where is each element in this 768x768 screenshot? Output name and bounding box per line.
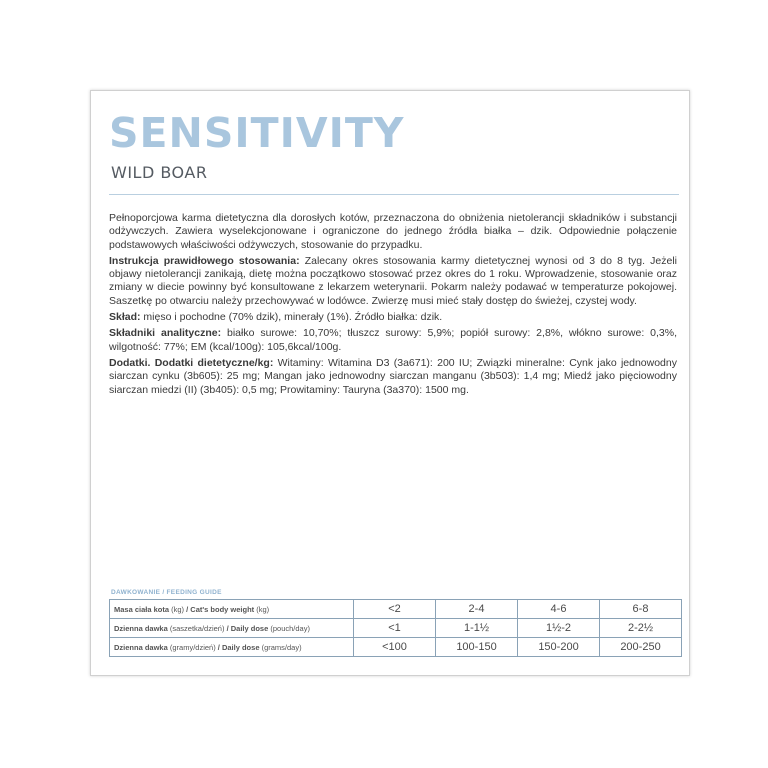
instructions-paragraph [109, 255, 677, 308]
additives-paragraph [109, 357, 677, 397]
instructions-label: Instrukcja prawidłowego stosowania: [109, 254, 300, 267]
product-subtitle: WILD BOAR [111, 163, 208, 182]
table-cell: 2-4 [436, 600, 518, 619]
table-cell: 1½-2 [518, 619, 600, 638]
table-row [110, 619, 682, 638]
composition-paragraph [109, 311, 677, 324]
table-cell: 1-1½ [436, 619, 518, 638]
feeding-guide-table [109, 599, 682, 657]
table-cell: <100 [354, 638, 436, 657]
title-divider [109, 194, 679, 195]
composition-label: Skład: [109, 311, 141, 324]
composition-text: mięso i pochodne (70% dzik), minerały (1%). Źródło białka: dzik. [140, 311, 443, 324]
analytical-label: Składniki analityczne: [109, 327, 222, 340]
table-row [110, 638, 682, 657]
table-cell: 100-150 [436, 638, 518, 657]
table-row [110, 600, 682, 619]
row-label: Masa ciała kota (kg) / Cat's body weight (kg) [110, 600, 354, 619]
table-cell: 200-250 [600, 638, 682, 657]
table-cell: 150-200 [518, 638, 600, 657]
analytical-text: białko surowe: 10,70%; tłuszcz surowy: 5,9%; popiół surowy: 2,8%, włókno surowe: 0,3%, wilgotność: 77%; EM (kcal/100g): 105,6kcal/100g. [109, 327, 678, 353]
additives-text: Witaminy: Witamina D3 (3a671): 200 IU; Związki mineralne: Cynk jako jednowodny siarczan cynku (3b605): 25 mg; Mangan jako jednowodny siarczan manganu (3b503): 1,4 mg; Miedź jako pięciowodny siarczan miedzi (II) (3b405): 0,5 mg; Prowitaminy: Tauryna (3a370): 1500 mg. [109, 356, 677, 396]
feeding-guide-label: DAWKOWANIE / FEEDING GUIDE [111, 589, 222, 596]
description-paragraph: Pełnoporcjowa karma dietetyczna dla dorosłych kotów, przeznaczona do obniżenia nietolerancji składników i substancji odżywczych. Zawiera wyselekcjonowane i ograniczone do jednego źródła białka – dzik. Odpowiednie połączenie podstawowych właściwości odżywczych, stosowanie do przypadku. [109, 212, 677, 251]
product-title: SENSITIVITY [109, 109, 405, 157]
table-cell: <1 [354, 619, 436, 638]
table-cell: 4-6 [518, 600, 600, 619]
instructions-text: Zalecany okres stosowania karmy dietetycznej wynosi od 3 do 8 tyg. Jeżeli objawy nietolerancji zanikają, dietę można początkowo stosować przez okres do 1 roku. Wprowadzenie, stosowanie oraz zmiany w diecie powinny być konsultowane z lekarzem weterynarii. Pokarm należy podawać w temperaturze pokojowej. Saszetkę po otwarciu należy przechowywać w lodówce. Zwierzę musi mieć stały dostęp do świeżej, czystej wody. [109, 254, 677, 307]
row-label: Dzienna dawka (gramy/dzień) / Daily dose (grams/day) [110, 638, 354, 657]
row-label: Dzienna dawka (saszetka/dzień) / Daily dose (pouch/day) [110, 619, 354, 638]
product-description-block [109, 212, 677, 400]
table-cell: 2-2½ [600, 619, 682, 638]
analytical-paragraph [109, 327, 677, 354]
additives-label: Dodatki. Dodatki dietetyczne/kg: [109, 356, 274, 369]
table-cell: 6-8 [600, 600, 682, 619]
table-cell: <2 [354, 600, 436, 619]
product-card [90, 90, 690, 676]
